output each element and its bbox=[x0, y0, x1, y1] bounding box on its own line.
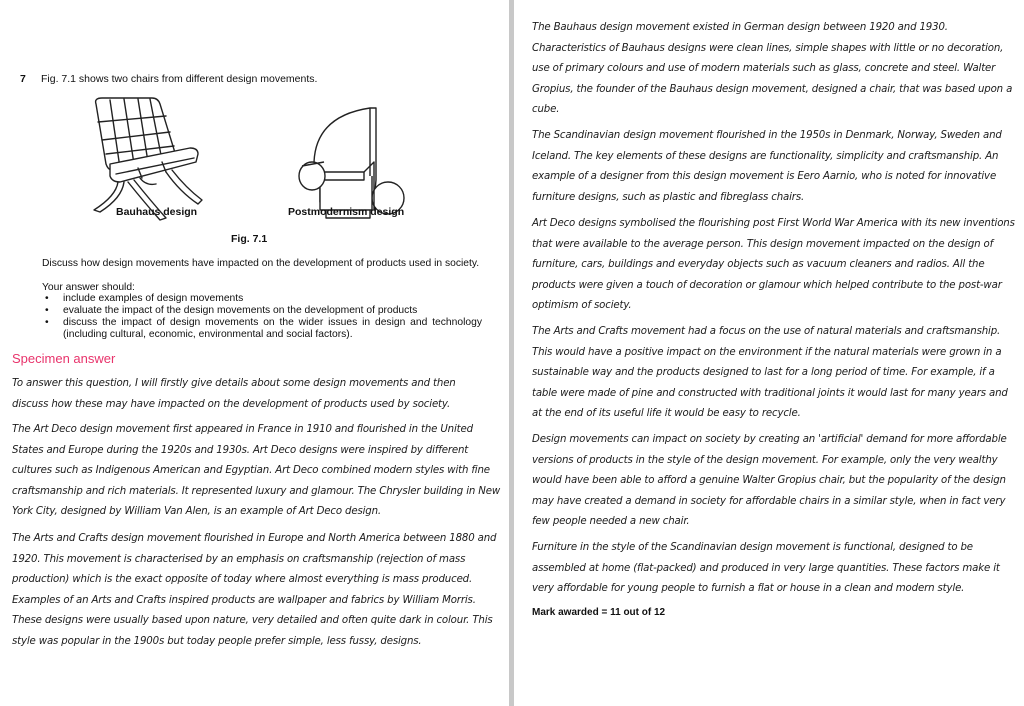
requirement-item: • include examples of design movements bbox=[42, 293, 482, 305]
answer-paragraph: The Art Deco design movement first appeared in France in 1910 and flourished in the United States and Europe during the 1920s and 1930s. Art Deco designs were inspired by different cultures such as Indigenous American and Egyptian. Art Deco combined modern styles with fine craftsmanship and rich materials. It represented luxury and glamour. The Chrysler building in New York City, designed by William Van Alen, is an example of Art Deco design. bbox=[12, 424, 501, 518]
question-stem bbox=[20, 73, 317, 85]
question-text: Fig. 7.1 shows two chairs from different design movements. bbox=[41, 73, 318, 85]
specimen-answer-heading: Specimen answer bbox=[12, 351, 116, 366]
question-number: 7 bbox=[20, 73, 26, 85]
answer-paragraph: The Arts and Crafts movement had a focus on the use of natural materials and craftsmanship. This would have a positive impact on the environment if the natural materials were grown in a sustainable way and the products designed to last for a long period of time. For example, if a table were made of pine and constructed with traditional joints it would last for many years and at the end of its useful life it would be easy to recycle. bbox=[532, 326, 1008, 420]
answer-paragraph: The Arts and Crafts design movement flourished in Europe and North America between 1880 and 1920. This movement is characterised by an emphasis on craftsmanship (rejection of mass production) which is the exact opposite of today where almost everything is mass produced. Examples of an Arts and Crafts inspired products are wallpaper and fabrics by William Morris. These designs were usually based upon nature, very detailed and often quite dark in colour. This style was popular in the 1900s but today people prefer simple, less fussy, designs. bbox=[12, 533, 497, 647]
caption-postmodernism: Postmodernism design bbox=[288, 206, 405, 218]
answer-paragraph: To answer this question, I will firstly give details about some design movements and then discuss how these may have impacted on the development of products used by society. bbox=[12, 378, 456, 410]
answer-paragraph: Art Deco designs symbolised the flourishing post First World War America with its new inventions that were available to the average person. This design movement impacted on the design of furniture, cars, buildings and everyday objects such as vacuum cleaners and radios. All the products were given a touch of decoration or glamour which helped contribute to the post-war optimism of society. bbox=[532, 218, 1015, 312]
question-instruction: Discuss how design movements have impacted on the development of products used in society. bbox=[42, 258, 480, 269]
figure-7-1 bbox=[80, 92, 420, 222]
postmodern-chair-icon bbox=[299, 108, 404, 218]
left-page bbox=[0, 0, 510, 706]
answer-should-heading: Your answer should: bbox=[42, 282, 135, 293]
bauhaus-chair-icon bbox=[94, 98, 202, 220]
answer-paragraph: The Scandinavian design movement flourished in the 1950s in Denmark, Norway, Sweden and Iceland. The key elements of these designs are functionality, simplicity and craftsmanship. An example of a designer from this design movement is Eero Aarnio, who is noted for innovative furniture designs, such as plastic and fibreglass chairs. bbox=[532, 130, 1002, 203]
figure-label: Fig. 7.1 bbox=[231, 233, 268, 245]
mark-awarded: Mark awarded = 11 out of 12 bbox=[532, 607, 666, 618]
answer-paragraph: Furniture in the style of the Scandinavian design movement is functional, designed to be assembled at home (flat-packed) and produced in very large quantities. These factors make it very affordable for young people to furnish a flat or house in a clean and modern style. bbox=[532, 542, 1000, 595]
requirement-item: • evaluate the impact of the design movements on the development of products bbox=[42, 305, 482, 317]
answer-paragraph: Design movements can impact on society by creating an 'artificial' demand for more affordable versions of products in the style of the design movement. For example, only the very wealthy would have been able to afford a genuine Walter Gropius chair, but the popularity of the design may have created a demand in society for affordable chairs in a similar style, when in fact very few people needed a new chair. bbox=[532, 434, 1007, 528]
caption-bauhaus: Bauhaus design bbox=[116, 206, 198, 218]
answer-paragraph: The Bauhaus design movement existed in German design between 1920 and 1930. Characteristics of Bauhaus designs were clean lines, simple shapes with little or no decoration, use of primary colours and use of modern materials such as glass, concrete and steel. Walter Gropius, the founder of the Bauhaus design movement, designed a chair, that was based upon a cube. bbox=[532, 22, 1013, 116]
answer-requirements-list bbox=[42, 293, 482, 341]
requirement-item: • discuss the impact of design movements on the wider issues in design and technology (including cultural, economic, environmental and social factors). bbox=[42, 317, 482, 341]
